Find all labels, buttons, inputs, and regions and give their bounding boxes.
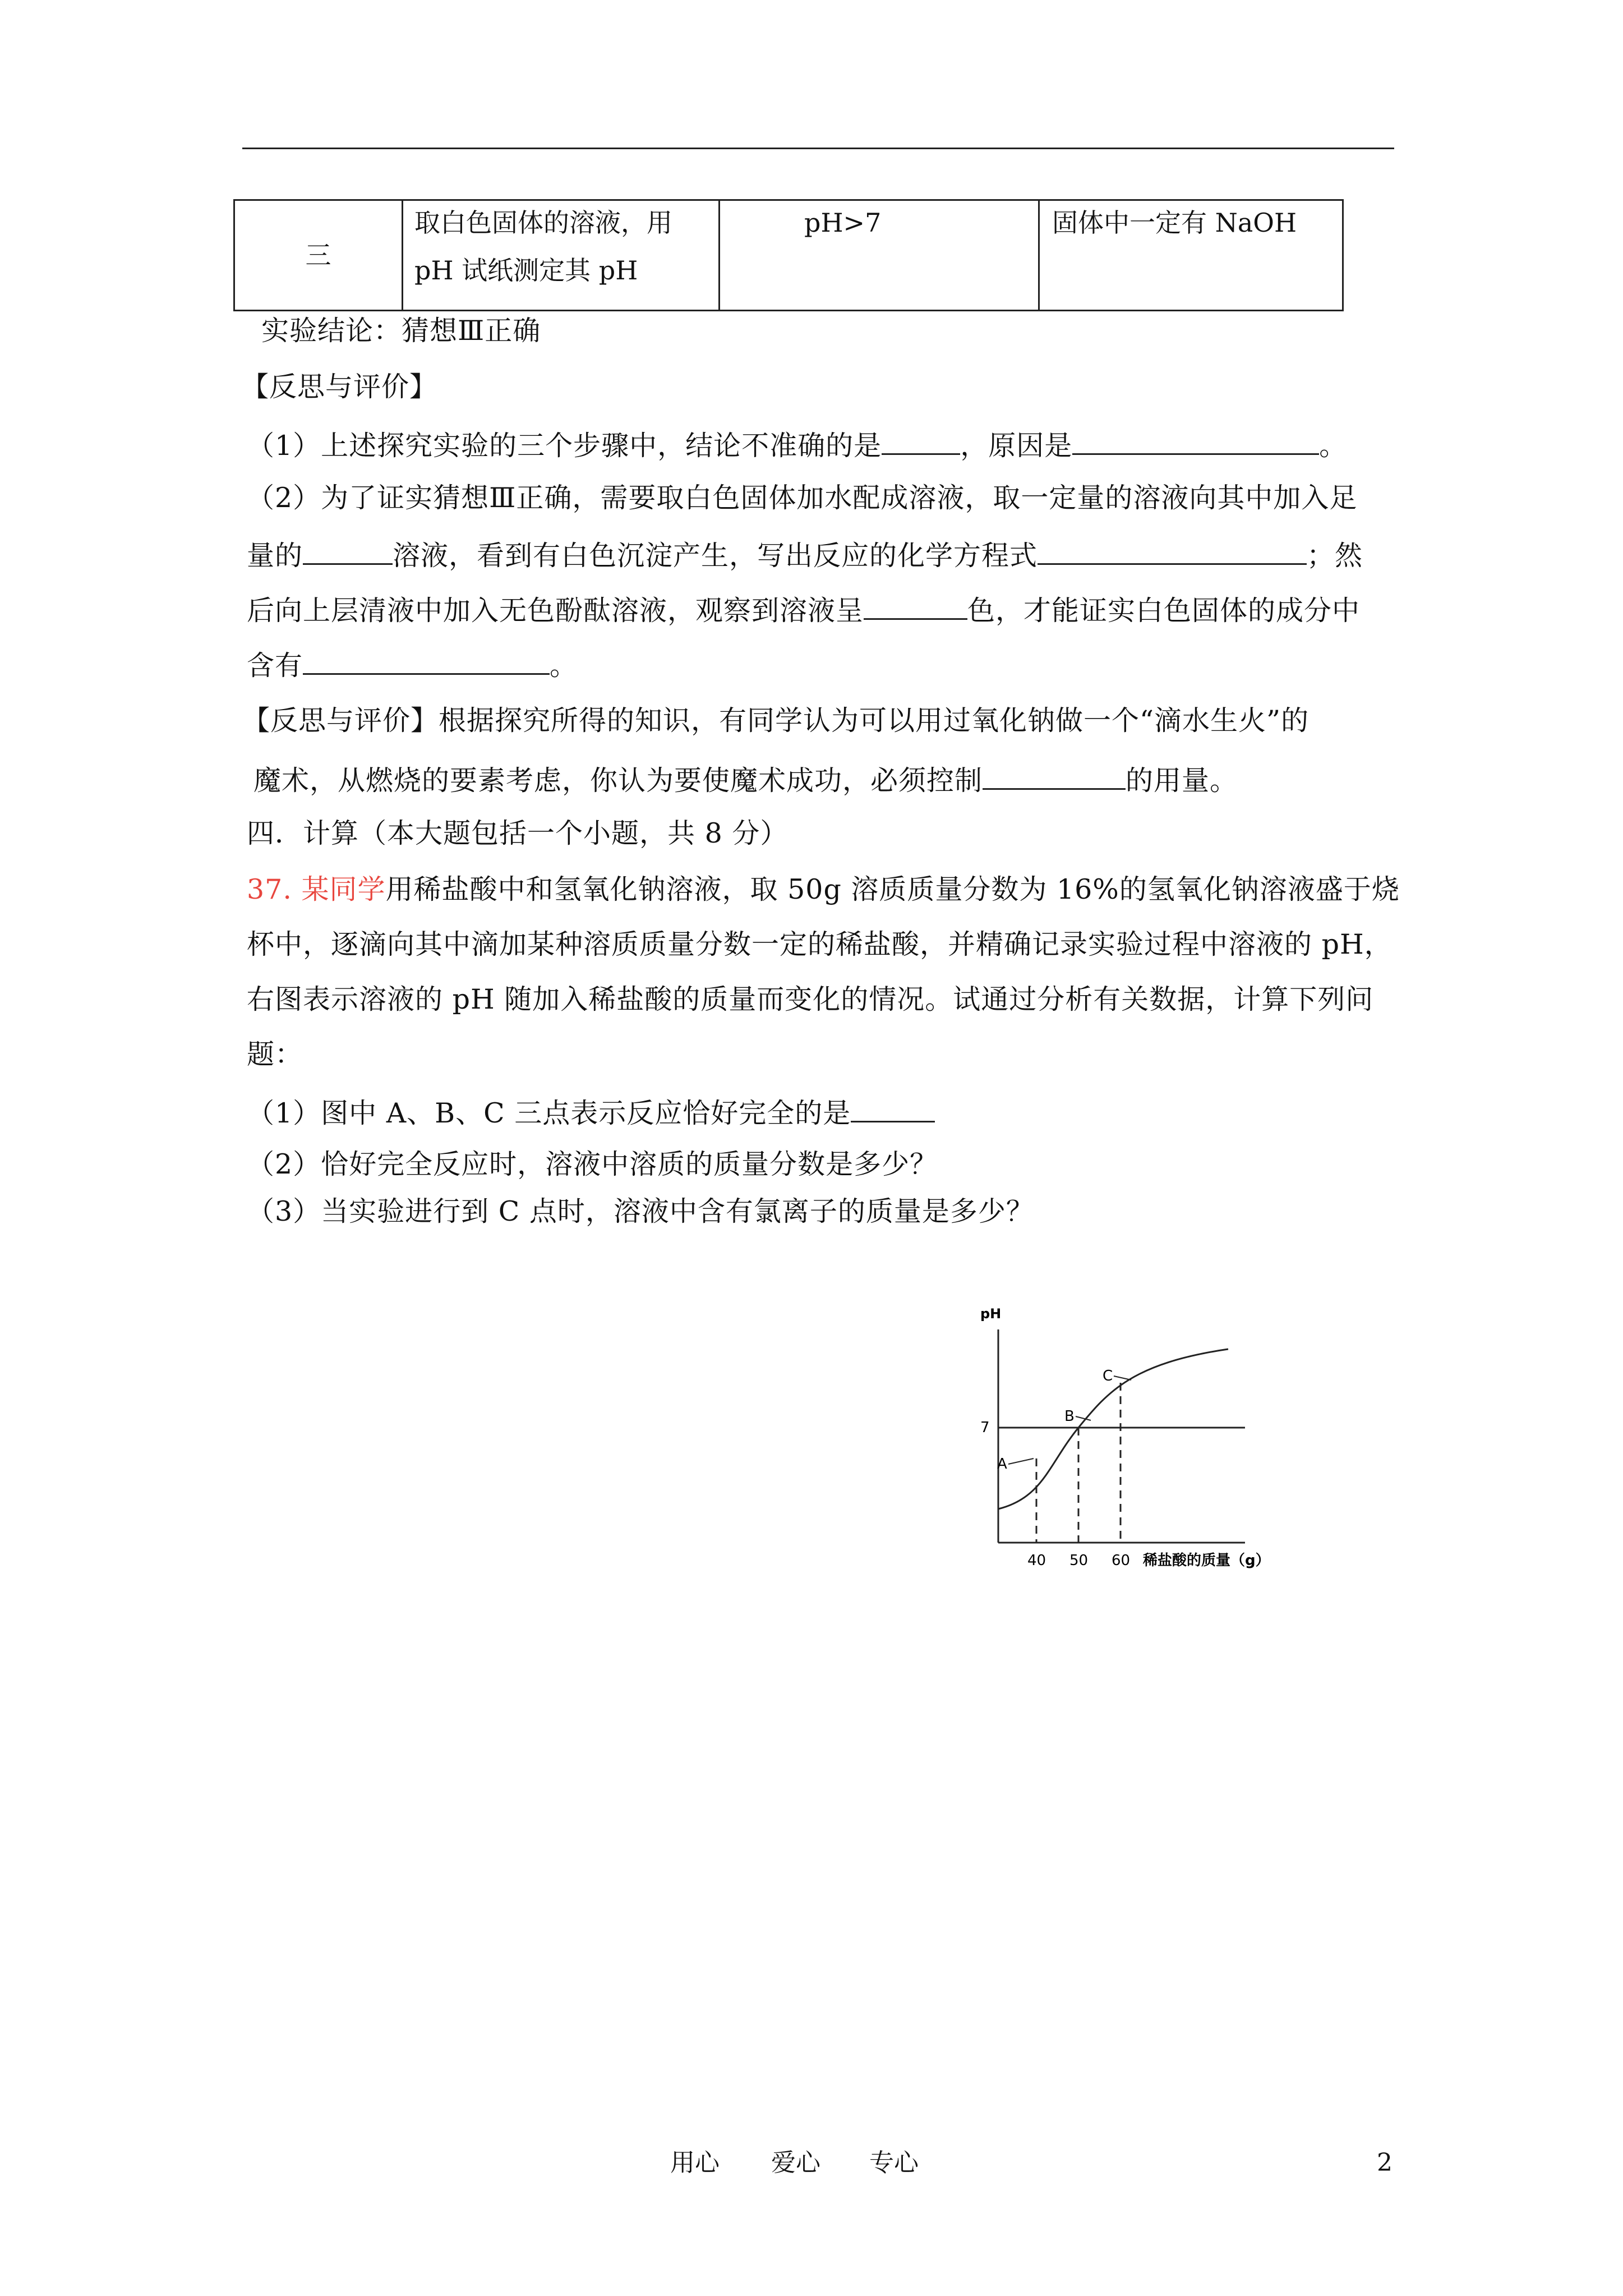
q1-text-c: 。 — [1319, 430, 1348, 462]
footer-slogan-1: 用心 — [670, 2148, 720, 2177]
question-2-line-1: （2）为了证实猜想Ⅲ正确，需要取白色固体加水配成溶液，取一定量的溶液向其中加入足 — [247, 482, 1358, 514]
point-leader-A — [1008, 1458, 1034, 1464]
x-tick-label: 40 — [1027, 1552, 1046, 1569]
point-leader-B — [1076, 1416, 1091, 1420]
sub-question-2: （2）恰好完全反应时，溶液中溶质的质量分数是多少？ — [247, 1148, 938, 1180]
problem-37-text-a: 用稀盐酸中和氢氧化钠溶液，取 50g 溶质质量分数为 16%的氢氧化钠溶液盛于烧 — [385, 873, 1400, 905]
q1-text-b: ，原因是 — [960, 430, 1073, 462]
sub-question-1 — [247, 1094, 935, 1130]
point-leader-C — [1114, 1376, 1131, 1380]
conclusion-cell — [1039, 200, 1343, 311]
q2-text-a: 量的 — [247, 540, 303, 572]
problem-37-line-1 — [247, 873, 1400, 907]
step-cell — [234, 200, 403, 311]
question-1 — [247, 426, 1347, 463]
answer-blank[interactable] — [882, 426, 960, 455]
x-tick-label: 60 — [1112, 1552, 1131, 1569]
header-rule — [242, 148, 1394, 149]
sub-question-1-text: （1）图中 A、B、C 三点表示反应恰好完全的是 — [247, 1097, 851, 1129]
ph-curve — [998, 1349, 1228, 1509]
x-tick-label: 50 — [1069, 1552, 1089, 1569]
reflection-heading: 【反思与评价】 — [241, 371, 438, 403]
footer-slogan-2: 爱心 — [771, 2148, 820, 2177]
q2-text-g: 。 — [550, 650, 578, 682]
step-text: 三 — [305, 240, 331, 270]
experiment-table — [233, 199, 1344, 311]
ph-chart — [965, 1296, 1368, 1576]
problem-37-line-4: 题： — [247, 1038, 303, 1070]
reflection-2-line-1: 【反思与评价】根据探究所得的知识，有同学认为可以用过氧化钠做一个“滴水生火”的 — [242, 705, 1310, 737]
experiment-conclusion: 实验结论：猜想Ⅲ正确 — [261, 315, 541, 347]
answer-blank[interactable] — [303, 536, 393, 565]
phenomenon-text: pH>7 — [804, 208, 882, 238]
answer-blank[interactable] — [303, 646, 550, 675]
q2-text-b: 溶液，看到有白色沉淀产生，写出反应的化学方程式 — [393, 540, 1038, 572]
question-2-line-4 — [247, 646, 578, 683]
q2-text-d: 后向上层清液中加入无色酚酞溶液，观察到溶液呈 — [247, 595, 864, 627]
q2-text-c: ；然 — [1307, 540, 1363, 572]
problem-37-line-2: 杯中，逐滴向其中滴加某种溶质质量分数一定的稀盐酸，并精确记录实验过程中溶液的 pH， — [247, 928, 1393, 960]
answer-blank[interactable] — [983, 761, 1126, 790]
q2-text-e: 色，才能证实白色固体的成分中 — [967, 595, 1361, 627]
conclusion-text: 固体中一定有 NaOH — [1052, 208, 1297, 238]
operation-line-2: pH 试纸测定其 pH — [414, 255, 638, 286]
section-4-title: 四．计算（本大题包括一个小题，共 8 分） — [247, 817, 789, 849]
operation-line-1: 取白色固体的溶液，用 — [414, 208, 672, 238]
question-2-line-2 — [247, 536, 1363, 573]
page-number: 2 — [1377, 2148, 1393, 2177]
question-2-line-3 — [247, 591, 1360, 628]
q1-text-a: （1）上述探究实验的三个步骤中，结论不准确的是 — [247, 430, 882, 462]
y-axis-label: pH — [980, 1306, 1002, 1322]
reflection-2-line-2 — [253, 761, 1238, 798]
answer-blank[interactable] — [851, 1094, 935, 1122]
answer-blank[interactable] — [864, 591, 967, 620]
phenomenon-cell — [720, 200, 1039, 311]
problem-number: 37. 某同学 — [247, 873, 386, 905]
answer-blank[interactable] — [1038, 536, 1307, 565]
table-row — [234, 200, 1343, 311]
y-tick-label: 7 — [980, 1419, 990, 1436]
answer-blank[interactable] — [1072, 426, 1319, 455]
point-label-A: A — [997, 1456, 1007, 1473]
problem-37-line-3: 右图表示溶液的 pH 随加入稀盐酸的质量而变化的情况。试通过分析有关数据，计算下列问 — [247, 983, 1374, 1015]
reflection-2-text-b: 的用量。 — [1126, 765, 1238, 797]
operation-cell — [403, 200, 720, 311]
q2-text-f: 含有 — [247, 650, 303, 682]
point-label-B: B — [1064, 1408, 1075, 1425]
x-axis-label: 稀盐酸的质量（g） — [1143, 1552, 1270, 1569]
point-label-C: C — [1103, 1368, 1113, 1384]
reflection-2-text-a: 魔术，从燃烧的要素考虑，你认为要使魔术成功，必须控制 — [253, 765, 983, 797]
sub-question-3: （3）当实验进行到 C 点时，溶液中含有氯离子的质量是多少？ — [247, 1195, 1034, 1227]
footer-slogan-3: 专心 — [869, 2148, 919, 2177]
